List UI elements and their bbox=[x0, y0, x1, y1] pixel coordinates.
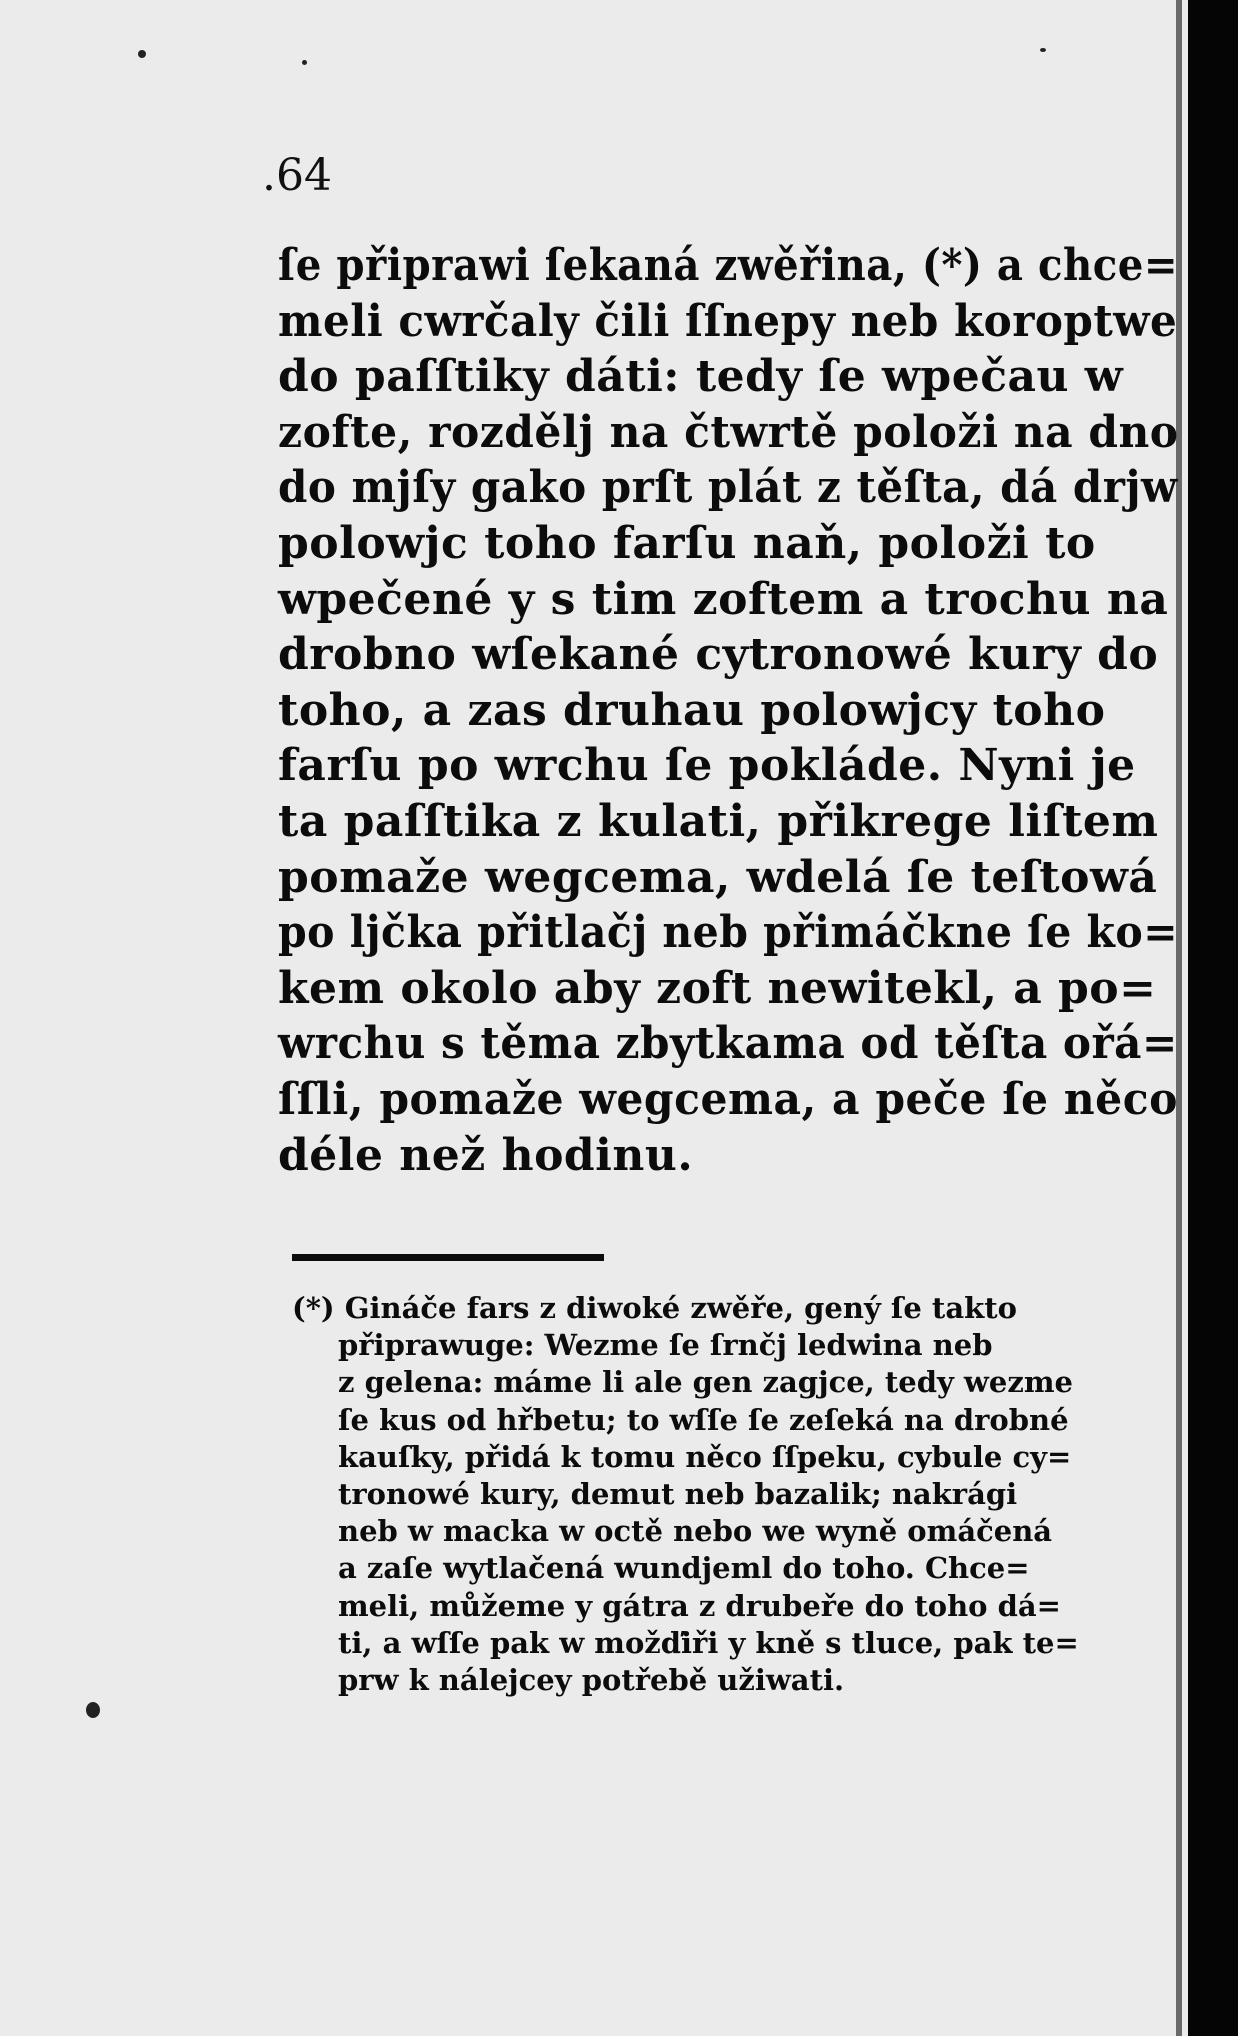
main-paragraph bbox=[278, 238, 1184, 1183]
scan-dark-border bbox=[1188, 0, 1238, 2036]
text-line: ſe připrawi ſekaná zwěřina, (*) a chce= bbox=[278, 240, 1179, 291]
scan-speck bbox=[1040, 48, 1046, 52]
text-line: wpečené y s tim zoftem a trochu na bbox=[278, 573, 1169, 625]
page-number: .64 bbox=[262, 150, 332, 201]
text-line: pomaže wegcema, wdelá ſe teſtowá bbox=[278, 851, 1158, 903]
scan-speck bbox=[86, 1702, 100, 1718]
text-line: wrchu s těma zbytkama od těſta ořá= bbox=[278, 1018, 1178, 1070]
footnote-line: prw k nálejcey potřebě užiwati. bbox=[338, 1662, 845, 1697]
footnote bbox=[292, 1290, 1192, 1699]
footnote-line: z gelena: máme li ale gen zagjce, tedy wezme bbox=[338, 1365, 1073, 1400]
footnote-line: ſe kus od hřbetu; to wſſe ſe zeſeká na drobné bbox=[338, 1402, 1069, 1437]
footnote-line: připrawuge: Wezme ſe ſrnčj ledwina neb bbox=[338, 1328, 993, 1363]
footnote-line: meli, můžeme y gátra z drubeře do toho dá= bbox=[338, 1588, 1061, 1623]
scan-speck bbox=[302, 60, 307, 65]
text-line: ſſli, pomaže wegcema, a peče ſe něco bbox=[278, 1073, 1178, 1125]
text-line: déle než hodinu. bbox=[278, 1129, 694, 1181]
footnote-line: tronowé kury, demut neb bazalik; nakrági bbox=[338, 1476, 1018, 1511]
scan-speck bbox=[138, 50, 146, 58]
text-line: meli cwrčaly čili ſſnepy neb koroptwe bbox=[278, 295, 1178, 347]
footnote-line: neb w macka w octě nebo we wyně omáčená bbox=[338, 1514, 1053, 1549]
text-line: drobno wſekané cytronowé kury do bbox=[278, 629, 1159, 681]
text-line: toho, a zas druhau polowjcy toho bbox=[278, 684, 1106, 736]
text-line: polowjc toho farſu naň, položi to bbox=[278, 517, 1096, 569]
text-line: kem okolo aby zoft newitekl, a po= bbox=[278, 962, 1157, 1014]
footnote-separator-rule bbox=[292, 1254, 604, 1261]
text-line: farſu po wrchu ſe pokláde. Nyni je bbox=[278, 740, 1136, 792]
footnote-line: ti, a wſſe pak w možďiři y kně s tluce, pak te= bbox=[338, 1625, 1079, 1660]
text-line: do paſſtiky dáti: tedy ſe wpečau w bbox=[278, 351, 1124, 403]
footnote-line: kauſky, přidá k tomu něco ſſpeku, cybule cy= bbox=[338, 1439, 1072, 1474]
text-line: zofte, rozdělj na čtwrtě položi na dno bbox=[278, 406, 1179, 458]
text-line: ta paſſtika z kulati, přikrege liſtem bbox=[278, 795, 1159, 847]
text-line: po ljčka přitlačj neb přimáčkne ſe ko= bbox=[278, 907, 1179, 959]
footnote-line: (*) Gináče fars z diwoké zwěře, gený ſe takto bbox=[292, 1291, 1017, 1325]
footnote-line: a zaſe wytlačená wundjeml do toho. Chce= bbox=[338, 1551, 1030, 1586]
text-line: do mjſy gako prſt plát z těſta, dá drjw bbox=[278, 462, 1178, 514]
